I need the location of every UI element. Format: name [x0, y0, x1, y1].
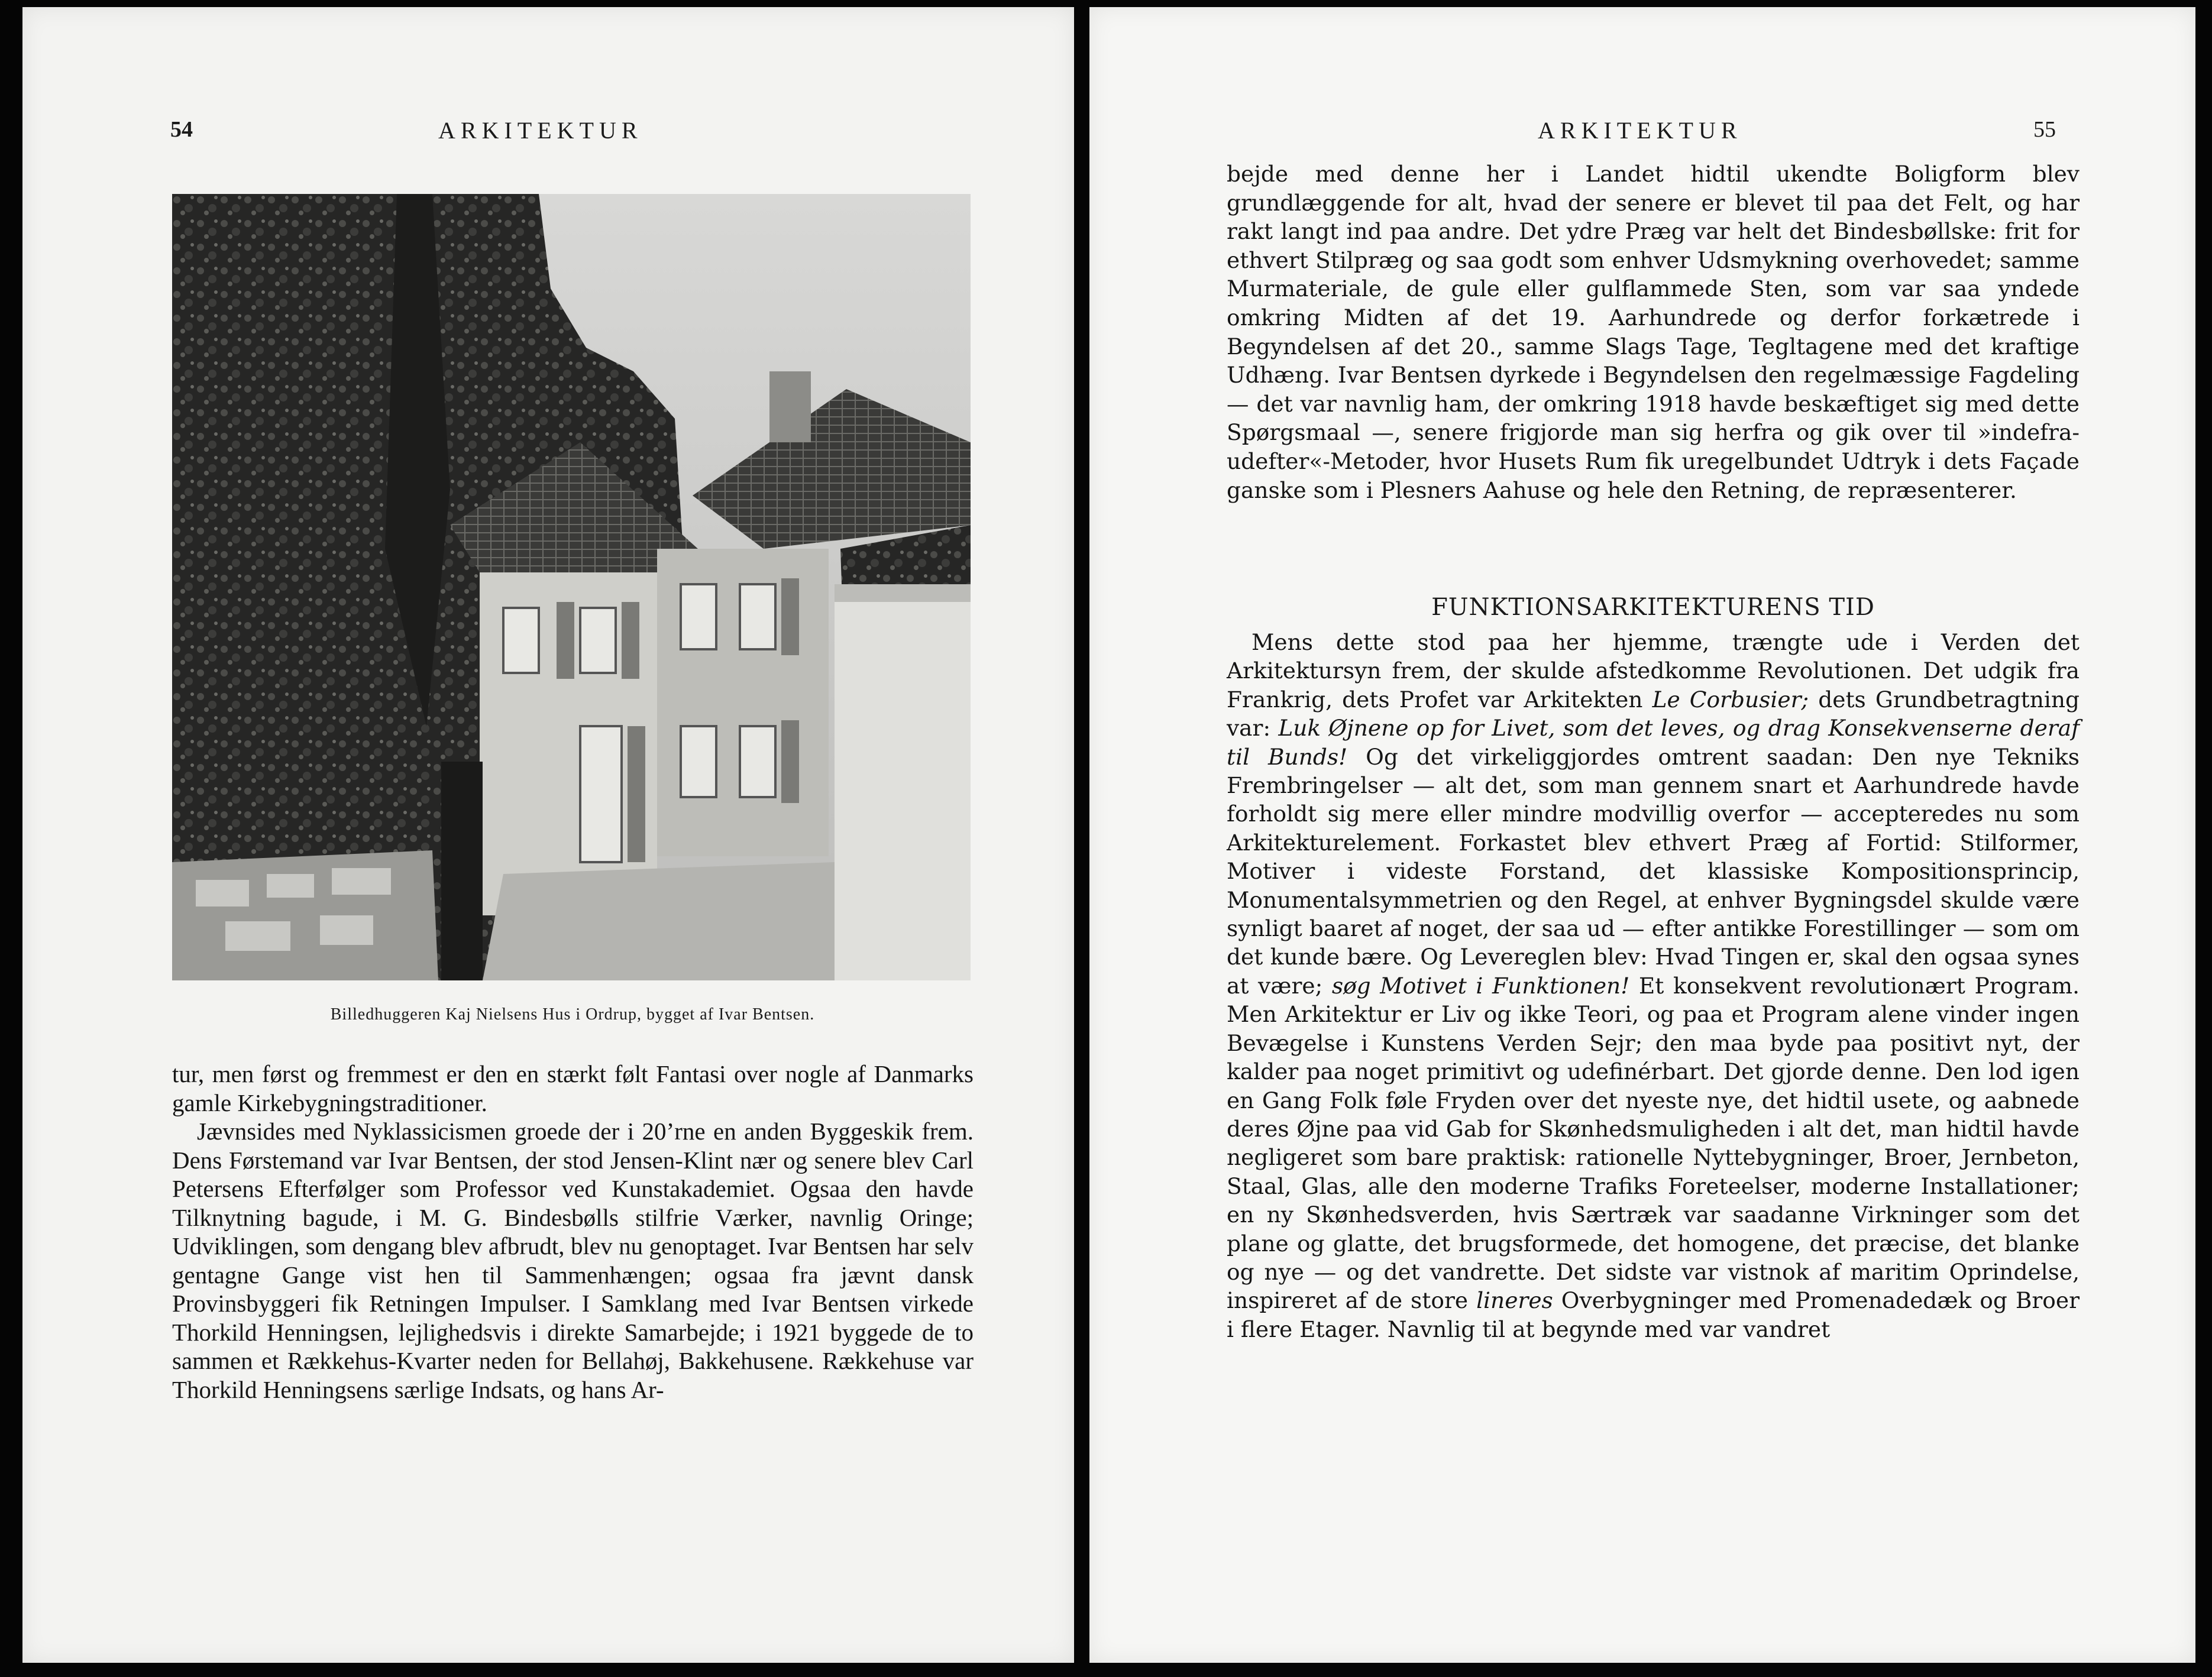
- left-paragraph-1: tur, men først og fremmest er den en stærkt følt Fantasi over nogle af Danmarks gamle Kirkebygningstraditioner.: [172, 1060, 974, 1116]
- text-run: Mens dette stod paa her hjemme, trængte ude i Verden det Arkitektursyn frem, der skulde afstedkomme Revolutionen. Det udgik fra Frankrig, dets Profet var Arkitekten: [1227, 629, 2080, 713]
- right-body-text-2: [1227, 628, 2080, 1343]
- text-run: dets Grundbetragtning var:: [1227, 686, 2080, 742]
- house-photo: [172, 194, 971, 980]
- running-head-left: ARKITEKTUR: [438, 117, 643, 144]
- text-run: Et konsekvent revolutionært Program. Men Arkitektur er Liv og ikke Teori, og paa et Program alene vinder ingen Bevægelse i Kunstens Verden Sejr; den maa byde paa positivt nyt, der kalder paa noget primitivt og udefinérbart. Det gjorde denne. Den lod igen en Gang Folk føle Fryden over det nyeste nye, det hidtil usete, og aabnede deres Øjne paa vid Gab for Skønhedsmuligheden i alt det, man hidtil havde negligeret som bare praktisk: rationelle Nyttebygninger, Broer, Jernbeton, Staal, Glas, alle den moderne Trafiks Foreteelser, moderne Installationer; en ny Skønhedsverden, hvis Særtræk var saadanne Virkninger som det plane og glatte, det brugsformede, det homogene, det præcise, det blanke og nye — og det vandrette. Det sidste var vistnok af maritim Oprindelse, inspireret af de store: [1227, 972, 2080, 1314]
- italic-run: lineres: [1476, 1287, 1553, 1314]
- left-body-text: [172, 1060, 974, 1404]
- photo-caption: Billedhuggeren Kaj Nielsens Hus i Ordrup, bygget af Ivar Bentsen.: [330, 1005, 815, 1024]
- right-body-text-1: [1227, 160, 2080, 504]
- italic-run: Le Corbusier;: [1652, 686, 1809, 713]
- text-run: Og det virkeliggjordes omtrent saadan: Den nye Tekniks Frembringelser — alt det, som man gennem snart et Aarhundrede havde forholdt sig mere eller mindre modvillig overfor — accepteredes nu som Arkitekturelement. Forkastet blev ethvert Præg af Fortid: Stilformer, Motiver i videste Forstand, det klassiske Kompositionsprincip, Monumentalsymmetrien og den Regel, at enhver Bygningsdel skulde være synligt baaret af noget, der saa ud — efter antikke Forestillinger — som om det kunde bære. Og Levereglen blev: Hvad Tingen er, skal den ogsaa synes at være;: [1227, 743, 2080, 999]
- italic-run: søg Motivet i Funktionen!: [1331, 972, 1630, 999]
- page-number-left: 54: [170, 117, 193, 142]
- italic-run: Luk Øjnene op for Livet, som det leves, og drag Konsekvenserne deraf til Bunds!: [1227, 715, 2080, 770]
- right-page: [1089, 7, 2195, 1663]
- left-page: [22, 7, 1074, 1663]
- section-title: FUNKTIONSARKITEKTURENS TID: [1431, 594, 1875, 621]
- right-paragraph-1: bejde med denne her i Landet hidtil ukendte Boligform blev grundlæggende for alt, hvad der senere er blevet til paa det Felt, og har rakt langt ind paa andre. Det ydre Præg var helt det Bindesbøllske: frit for ethvert Stilpræg og saa godt som enhver Udsmykning overhovedet; samme Murmateriale, de gule eller gulflammede Sten, som var saa yndede omkring Midten af det 19. Aarhundrede og derfor forkætrede i Begyndelsen af det 20., samme Slags Tage, Tegltagene med det kraftige Udhæng. Ivar Bentsen dyrkede i Begyndelsen den regelmæssige Fagdeling — det var navnlig ham, der omkring 1918 havde beskæftiget sig med dette Spørgsmaal —, senere frigjorde man sig herfra og gik over til »indefra-udefter«-Metoder, hvor Husets Rum fik uregelbundet Udtryk i dets Façade ganske som i Plesners Aahuse og hele den Retning, de repræsenterer.: [1227, 161, 2080, 503]
- page-number-right: 55: [2033, 117, 2056, 142]
- running-head-right: ARKITEKTUR: [1538, 117, 1742, 144]
- text-run: Overbygninger med Promenadedæk og Broer i flere Etager. Navnlig til at begynde med var vandret: [1227, 1287, 2080, 1342]
- left-paragraph-2: Jævnsides med Nyklassicismen groede der i 20’rne en anden Byggeskik frem. Dens Førstemand var Ivar Bentsen, der stod Jensen-Klint nær og senere blev Carl Petersens Efterfølger som Professor ved Kunstakademiet. Ogsaa den havde Tilknytning bagude, i M. G. Bindesbølls stilfrie Værker, navnlig Oringe; Udviklingen, som dengang blev afbrudt, blev nu genoptaget. Ivar Bentsen har selv gentagne Gange vist hen til Sammenhængen; ogsaa fra jævnt dansk Provinsbyggeri fik Retningen Impulser. I Samklang med Ivar Bentsen virkede Thorkild Henningsen, lejlighedsvis i direkte Samarbejde; i 1921 byggede de to sammen et Rækkehus-Kvarter neden for Bellahøj, Bakkehusene. Rækkehuse var Thorkild Henningsens særlige Indsats, og hans Ar-: [172, 1118, 974, 1403]
- right-paragraph-2: [1227, 628, 2080, 1343]
